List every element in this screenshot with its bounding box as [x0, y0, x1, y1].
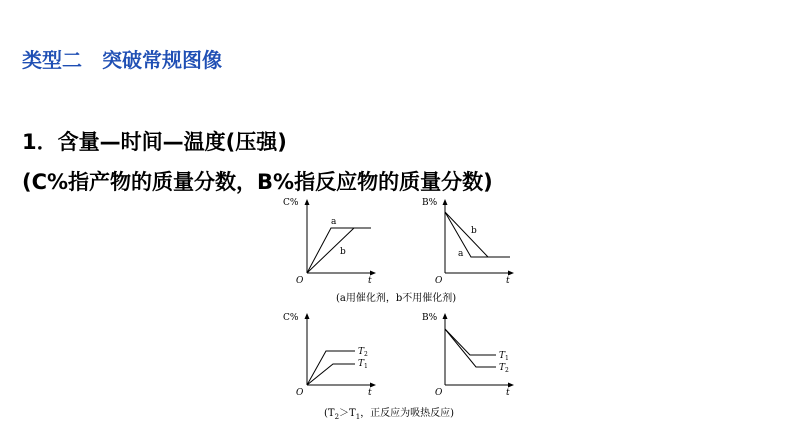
x-label: t: [506, 388, 510, 398]
y-label: B%: [422, 313, 438, 323]
x-axis-arrow: [508, 383, 514, 388]
curve-t1-label-main: T: [499, 351, 506, 361]
curve-t2-label: [499, 363, 509, 374]
heading-number: 1．: [22, 130, 58, 154]
curve-b: [307, 228, 354, 273]
curve-t2-label: [358, 347, 368, 358]
section-title: 类型二 突破常规图像: [22, 48, 222, 72]
caption-mid: ＞T: [339, 408, 356, 419]
graph-reactant-temperature: [418, 307, 518, 402]
curve-t1: [307, 364, 355, 385]
caption-open: (T: [324, 408, 335, 419]
caption-sub1: 2: [334, 413, 340, 421]
heading: [22, 126, 287, 156]
graph-reactant-catalyst-svg: [418, 193, 518, 288]
curve-t1: [445, 329, 496, 355]
curve-a-label: a: [458, 249, 464, 259]
subheading: (C%指产物的质量分数，B%指反应物的质量分数): [22, 170, 493, 194]
caption-catalyst: (a用催化剂，b不用催化剂): [336, 293, 457, 304]
graph-reactant-temperature-svg: [418, 307, 518, 402]
y-axis-arrow: [305, 313, 310, 319]
x-label: t: [506, 276, 510, 286]
x-label: t: [368, 276, 372, 286]
curve-t2: [307, 351, 355, 385]
y-axis-arrow: [305, 199, 310, 205]
curve-a-label: a: [331, 217, 337, 227]
curve-a: [445, 212, 510, 257]
curve-b: [445, 212, 488, 257]
graph-product-temperature-svg: [280, 307, 380, 402]
y-axis-arrow: [443, 313, 448, 319]
curve-b-label: b: [471, 226, 477, 236]
graph-product-temperature: [280, 307, 380, 402]
caption-sub2: 1: [355, 413, 361, 421]
x-label: t: [368, 388, 372, 398]
y-label: C%: [283, 313, 299, 323]
curve-a: [307, 228, 371, 273]
x-axis-arrow: [508, 271, 514, 276]
y-axis-arrow: [443, 199, 448, 205]
curve-t2-label-sub: 2: [505, 367, 509, 374]
graph-product-catalyst: [280, 193, 380, 288]
curve-t1-label: [358, 359, 368, 370]
curve-t2-label-sub: 2: [364, 351, 368, 358]
heading-text: 含量—时间—温度(压强): [57, 130, 287, 154]
x-axis-arrow: [370, 271, 376, 276]
curve-t1-label-sub: 1: [505, 355, 509, 362]
graph-product-catalyst-svg: [280, 193, 380, 288]
graph-reactant-catalyst: [418, 193, 518, 288]
curve-t1-label-sub: 1: [364, 363, 368, 370]
curve-t2-label-main: T: [358, 347, 365, 357]
origin-label: O: [435, 388, 443, 398]
caption-rest: ，正反应为吸热反应): [360, 408, 455, 419]
curve-t1-label: [499, 351, 509, 362]
y-label: B%: [422, 198, 438, 208]
curve-t1-label-main: T: [358, 359, 365, 369]
origin-label: O: [296, 276, 304, 286]
curve-b-label: b: [340, 247, 346, 257]
origin-label: O: [296, 388, 304, 398]
x-axis-arrow: [370, 383, 376, 388]
curve-t2: [445, 329, 496, 367]
caption-temperature: [324, 404, 454, 421]
origin-label: O: [435, 276, 443, 286]
y-label: C%: [283, 198, 299, 208]
curve-t2-label-main: T: [499, 363, 506, 373]
